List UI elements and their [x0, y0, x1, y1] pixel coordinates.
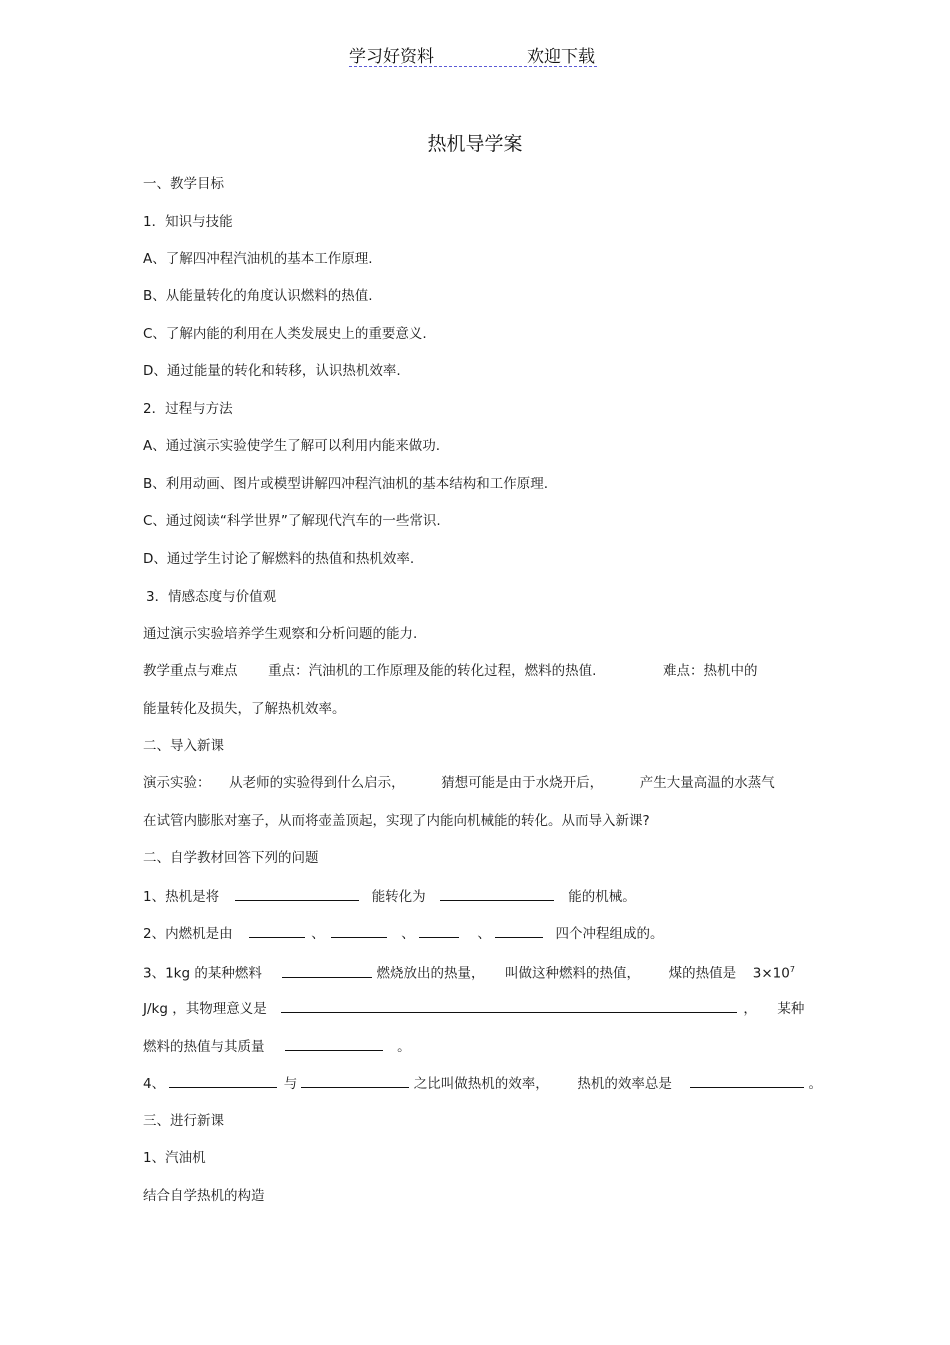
question-4-text: 4、 [143, 1076, 166, 1092]
question-2-text: 四个冲程组成的。 [555, 926, 664, 942]
goal-item-d: D、通过能量的转化和转移，认识热机效率. [143, 363, 401, 379]
question-4-text: 之比叫做热机的效率， [413, 1076, 549, 1092]
key-points-continued: 能量转化及损失，了解热机效率。 [143, 701, 346, 717]
header-left-text: 学习好资料 [349, 47, 434, 67]
document-title: 热机导学案 [427, 133, 523, 155]
attitude-text: 通过演示实验培养学生观察和分析问题的能力. [143, 626, 418, 642]
question-3 [143, 960, 795, 984]
section-heading-new-lesson: 三、进行新课 [143, 1113, 224, 1129]
question-4-text: 与 [283, 1076, 298, 1092]
section-heading-goals: 一、教学目标 [143, 176, 224, 192]
separator: 、 [401, 926, 415, 942]
section-heading-intro: 二、导入新课 [143, 738, 224, 754]
question-1-text: 能的机械。 [568, 889, 636, 905]
question-3-text: J/kg ，其物理意义是 [143, 1001, 267, 1017]
answer-blank[interactable] [440, 886, 554, 901]
question-3-text: 燃料的热值与其质量 [143, 1039, 265, 1055]
separator: 、 [477, 926, 491, 942]
key-points-difficulty: 难点：热机中的 [662, 663, 758, 679]
question-1-text: 能转化为 [371, 889, 426, 905]
header-right-text: 欢迎下载 [527, 47, 595, 67]
subheading-knowledge: 1．知识与技能 [143, 214, 233, 230]
goal-item-a: A、了解四冲程汽油机的基本工作原理. [143, 251, 373, 267]
goal-item-c: C、了解内能的利用在人类发展史上的重要意义. [143, 326, 427, 342]
key-points-focus: 重点：汽油机的工作原理及能的转化过程，燃料的热值. [268, 663, 597, 679]
goal-item-b: B、从能量转化的角度认识燃料的热值. [143, 288, 373, 304]
question-3-text: 叫做这种燃料的热值， [505, 965, 641, 982]
intro-guess: 猜想可能是由于水烧开后， [441, 775, 604, 791]
question-3-text: 。 [397, 1039, 411, 1055]
page-header [349, 40, 597, 67]
gasoline-engine-text: 结合自学热机的构造 [143, 1188, 265, 1204]
process-item-b: B、利用动画、图片或模型讲解四冲程汽油机的基本结构和工作原理. [143, 476, 549, 492]
subheading-process: 2．过程与方法 [143, 401, 233, 417]
answer-blank[interactable] [690, 1073, 804, 1088]
question-4 [143, 1073, 822, 1094]
answer-blank[interactable] [285, 1036, 383, 1051]
subheading-gasoline-engine: 1、汽油机 [143, 1150, 206, 1166]
question-2-text: 2、内燃机是由 [143, 926, 233, 942]
question-4-text: 热机的效率总是 [577, 1076, 672, 1092]
question-1 [143, 886, 636, 907]
process-item-a: A、通过演示实验使学生了解可以利用内能来做功. [143, 438, 441, 454]
question-2 [143, 923, 663, 944]
process-item-d: D、通过学生讨论了解燃料的热值和热机效率. [143, 551, 415, 567]
key-points-line [143, 661, 757, 681]
answer-blank[interactable] [235, 886, 359, 901]
question-3-line-2 [143, 998, 804, 1019]
subheading-attitude: 3．情感态度与价值观 [146, 589, 277, 605]
separator: ， [743, 1001, 757, 1017]
answer-blank[interactable] [419, 923, 459, 938]
answer-blank[interactable] [282, 963, 372, 978]
exponent: 7 [789, 965, 795, 974]
question-3-line-3 [143, 1036, 411, 1057]
answer-blank[interactable] [249, 923, 305, 938]
question-4-text: 。 [808, 1076, 822, 1092]
section-heading-self-study: 二、自学教材回答下列的问题 [143, 850, 319, 866]
intro-line-2: 在试管内膨胀对塞子，从而将壶盖顶起，实现了内能向机械能的转化。从而导入新课? [143, 813, 650, 829]
question-3-text: 煤的热值是 [668, 965, 737, 982]
heat-value: 3×10 [752, 965, 790, 982]
question-1-text: 1、热机是将 [143, 889, 220, 905]
answer-blank[interactable] [495, 923, 543, 938]
answer-blank[interactable] [331, 923, 387, 938]
question-3-text: 3、1kg 的某种燃料 [143, 965, 262, 982]
answer-blank[interactable] [281, 998, 737, 1013]
intro-question: 从老师的实验得到什么启示， [229, 775, 405, 791]
intro-line-1 [143, 773, 775, 793]
separator: 、 [311, 926, 325, 942]
answer-blank[interactable] [301, 1073, 409, 1088]
question-3-text: 某种 [777, 1001, 805, 1017]
intro-demo-label: 演示实验： [143, 775, 211, 791]
answer-blank[interactable] [169, 1073, 277, 1088]
key-points-label: 教学重点与难点 [143, 663, 238, 679]
process-item-c: C、通过阅读“科学世界”了解现代汽车的一些常识. [143, 513, 441, 529]
question-3-text: 燃烧放出的热量， [376, 965, 485, 982]
intro-steam: 产生大量高温的水蒸气 [639, 775, 775, 791]
